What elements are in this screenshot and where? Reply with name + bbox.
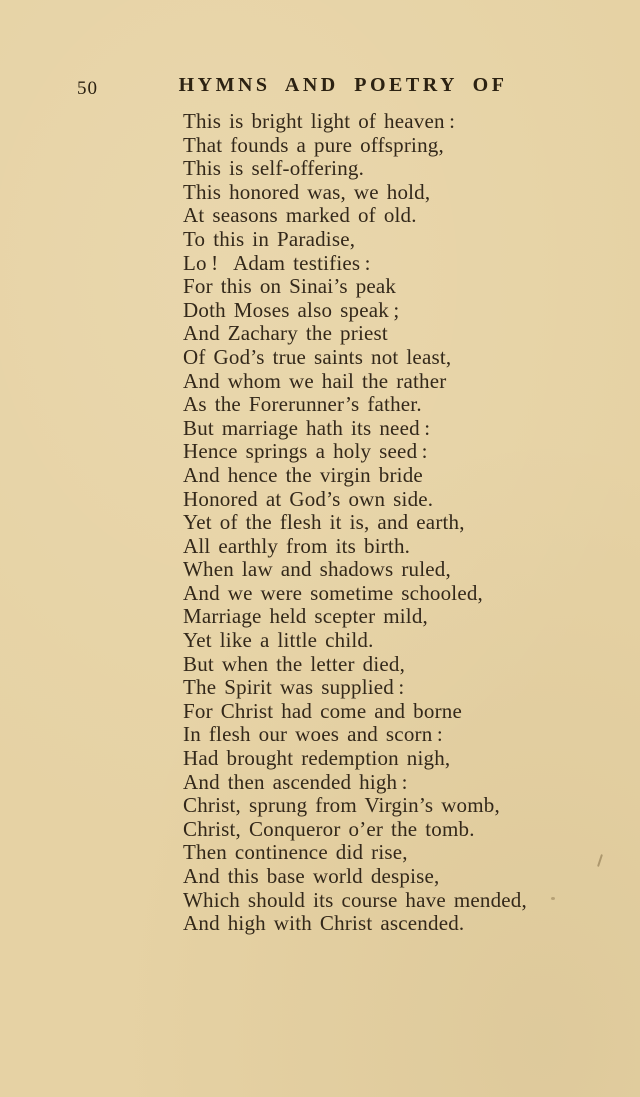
poem-line: Yet like a little child. [183,628,374,653]
page-number: 50 [77,78,98,99]
poem-line: Doth Moses also speak ; [183,297,400,322]
paper-scratch-mark [597,854,603,867]
poem-line: And then ascended high : [183,769,408,794]
poem-line: The Spirit was supplied : [183,675,405,700]
poem-line: This is self-offering. [183,156,365,181]
poem-line: At seasons marked of old. [183,203,417,228]
poem-line: And hence the virgin bride [183,462,423,487]
poem-line: Marriage held scepter mild, [183,604,428,629]
poem-line: But marriage hath its need : [183,415,431,440]
poem-line: Which should its course have mended, [183,887,527,912]
poem-line: For this on Sinai’s peak [183,274,397,299]
poem-line: And this base world despise, [183,864,440,888]
poem-line: Christ, Conqueror o’er the tomb. [183,816,475,841]
poem-line: Hence springs a holy seed : [183,439,428,464]
poem-line: To this in Paradise, [183,226,356,251]
poem-line: Yet of the flesh it is, and earth, [183,510,465,535]
poem-line: Christ, sprung from Virgin’s womb, [183,793,500,818]
poem-line: Had brought redemption nigh, [183,746,451,771]
poem [183,110,527,936]
poem-line: Lo ! Adam testifies : [183,250,371,275]
poem-line: As the Forerunner’s father. [183,392,422,417]
poem-line: Of God’s true saints not least, [183,344,452,369]
poem-line: And whom we hail the rather [183,368,447,393]
poem-line: And Zachary the priest [183,321,388,346]
poem-line: All earthly from its birth. [183,533,411,558]
poem-line: Honored at God’s own side. [183,486,434,511]
poem-line: When law and shadows ruled, [183,557,451,582]
poem-line: Then continence did rise, [183,840,408,865]
poem-line: This is bright light of heaven : [183,109,456,133]
poem-line: And we were sometime schooled, [183,580,484,605]
running-header: HYMNS AND POETRY OF [178,74,508,96]
poem-line: But when the letter died, [183,651,406,676]
paper-speck-mark [551,897,555,900]
poem-line: That founds a pure offspring, [183,132,444,157]
poem-line: For Christ had come and borne [183,698,462,723]
poem-line: This honored was, we hold, [183,179,431,204]
poem-line: And high with Christ ascended. [183,911,465,936]
poem-line: In flesh our woes and scorn : [183,722,443,747]
